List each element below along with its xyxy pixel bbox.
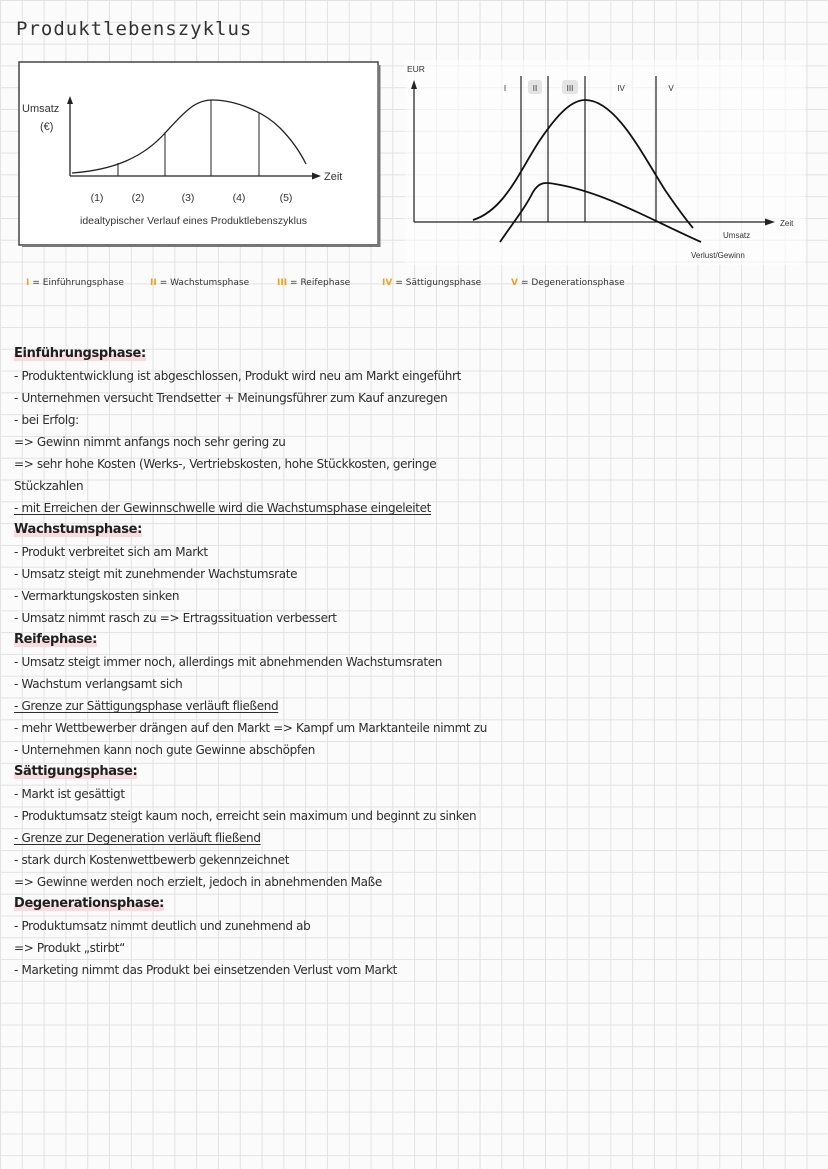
legend-item — [150, 278, 249, 288]
legend-text: = Sättigungsphase — [395, 278, 482, 288]
fig1-phase-label: (5) — [279, 192, 293, 204]
section-heading-text: Reifephase: — [14, 632, 97, 647]
note-line-text: => Gewinne werden noch erzielt, jedoch in abnehmenden Maße — [14, 875, 382, 889]
note-line-text: - Unternehmen kann noch gute Gewinne abschöpfen — [14, 743, 316, 757]
note-line-text: - Wachstum verlangsamt sich — [14, 677, 183, 691]
note-line-text: - mit Erreichen der Gewinnschwelle wird die Wachstumsphase eingeleitet — [14, 501, 431, 515]
note-line-text: - Produktentwicklung ist abgeschlossen, Produkt wird neu am Markt eingeführt — [14, 369, 461, 383]
note-line-text: Stückzahlen — [14, 479, 84, 493]
fig1-phase-label: (2) — [131, 192, 145, 204]
page-title: Produktlebenszyklus — [16, 18, 253, 40]
section-heading — [14, 343, 814, 365]
note-line — [14, 541, 814, 563]
fig1-xlabel: Zeit — [324, 171, 343, 183]
fig2-phase-numeral: V — [668, 84, 674, 93]
fig2-sales-curve-label: Umsatz — [723, 231, 751, 240]
note-line — [14, 387, 814, 409]
lifecycle-figure-sales-profit — [405, 60, 805, 265]
note-line — [14, 431, 814, 453]
note-line-text: => sehr hohe Kosten (Werks-, Vertriebskosten, hohe Stückkosten, geringe — [14, 457, 437, 471]
note-line — [14, 805, 814, 827]
legend-numeral: V — [511, 278, 518, 288]
note-line — [14, 475, 814, 497]
legend-item — [382, 278, 481, 288]
note-line — [14, 849, 814, 871]
section-heading — [14, 519, 814, 541]
note-line-text: - Umsatz nimmt rasch zu => Ertragssituation verbessert — [14, 611, 337, 625]
note-line — [14, 783, 814, 805]
section-heading — [14, 893, 814, 915]
note-line-text: - Unternehmen versucht Trendsetter + Meinungsführer zum Kauf anzuregen — [14, 391, 448, 405]
note-line — [14, 739, 814, 761]
note-line-text: - Marketing nimmt das Produkt bei einsetzenden Verlust vom Markt — [14, 963, 398, 977]
note-line-text: - Produktumsatz steigt kaum noch, erreicht sein maximum und beginnt zu sinken — [14, 809, 477, 823]
note-line-text: => Produkt „stirbt“ — [14, 941, 125, 955]
section-heading-text: Sättigungsphase: — [14, 764, 138, 779]
note-line-text: - Markt ist gesättigt — [14, 787, 125, 801]
fig2-ylabel: EUR — [407, 64, 425, 74]
legend-item — [277, 278, 350, 288]
fig1-phase-label: (4) — [232, 192, 246, 204]
legend-item — [511, 278, 625, 288]
legend-text: = Wachstumsphase — [159, 278, 250, 288]
fig2-profit-curve-label: Verlust/Gewinn — [691, 251, 745, 260]
note-line — [14, 827, 814, 849]
legend-numeral: IV — [382, 278, 393, 288]
legend-numeral: II — [150, 278, 157, 288]
note-line — [14, 607, 814, 629]
fig1-ylabel-line2: (€) — [40, 121, 54, 133]
fig2-phase-numeral: III — [566, 84, 574, 93]
legend-text: = Einführungsphase — [32, 278, 124, 288]
note-line — [14, 915, 814, 937]
note-line — [14, 453, 814, 475]
section-heading-text: Einführungsphase: — [14, 346, 146, 361]
note-line — [14, 871, 814, 893]
note-line-text: - stark durch Kostenwettbewerb gekennzeichnet — [14, 853, 290, 867]
legend-numeral: I — [26, 278, 30, 288]
note-line-text: - Grenze zur Degeneration verläuft fließend — [14, 831, 261, 845]
lifecycle-figure-ideal — [18, 60, 383, 250]
fig2-phase-numeral: I — [503, 84, 507, 93]
section-heading — [14, 629, 814, 651]
note-line — [14, 585, 814, 607]
section-heading-text: Degenerationsphase: — [14, 896, 165, 911]
phase-legend — [0, 278, 828, 298]
note-line-text: - Umsatz steigt mit zunehmender Wachstumsrate — [14, 567, 298, 581]
note-line — [14, 365, 814, 387]
note-line-text: - bei Erfolg: — [14, 413, 79, 427]
note-line — [14, 717, 814, 739]
note-line — [14, 651, 814, 673]
note-line — [14, 409, 814, 431]
note-line-text: - Vermarktungskosten sinken — [14, 589, 180, 603]
note-line — [14, 497, 814, 519]
note-line — [14, 959, 814, 981]
legend-item — [26, 278, 124, 288]
section-heading — [14, 761, 814, 783]
note-line-text: - Grenze zur Sättigungsphase verläuft fließend — [14, 699, 279, 713]
fig2-phase-numeral: II — [532, 84, 538, 93]
fig2-xlabel: Zeit — [780, 219, 794, 228]
note-line-text: - Produktumsatz nimmt deutlich und zunehmend ab — [14, 919, 311, 933]
section-heading-text: Wachstumsphase: — [14, 522, 142, 537]
legend-text: = Degenerationsphase — [520, 278, 625, 288]
fig1-ylabel-line1: Umsatz — [22, 103, 60, 115]
fig1-phase-label: (3) — [181, 192, 195, 204]
note-line — [14, 695, 814, 717]
notes-body — [14, 343, 814, 981]
note-line-text: => Gewinn nimmt anfangs noch sehr gering zu — [14, 435, 286, 449]
note-line-text: - Produkt verbreitet sich am Markt — [14, 545, 208, 559]
note-line-text: - Umsatz steigt immer noch, allerdings mit abnehmenden Wachstumsraten — [14, 655, 443, 669]
note-line-text: - mehr Wettbewerber drängen auf den Markt => Kampf um Marktanteile nimmt zu — [14, 721, 487, 735]
fig1-caption: idealtypischer Verlauf eines Produktlebenszyklus — [80, 215, 308, 227]
fig2-phase-numeral: IV — [617, 84, 625, 93]
note-line — [14, 937, 814, 959]
legend-text: = Reifephase — [290, 278, 351, 288]
fig1-phase-label: (1) — [90, 192, 104, 204]
note-line — [14, 673, 814, 695]
note-line — [14, 563, 814, 585]
legend-numeral: III — [277, 278, 288, 288]
